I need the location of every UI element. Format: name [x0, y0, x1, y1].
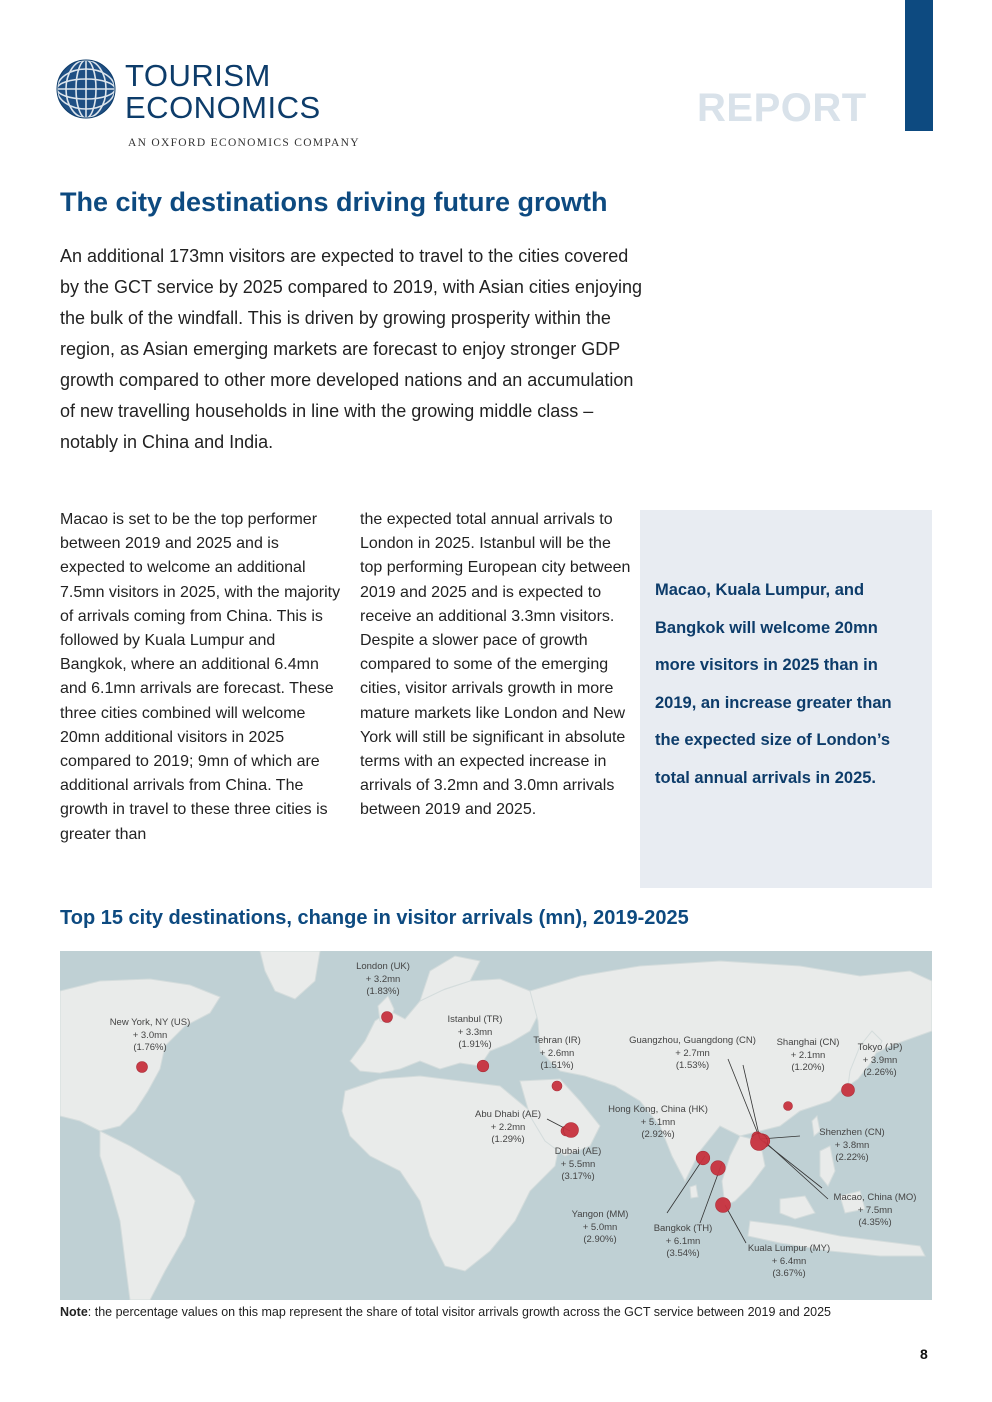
- logo-text-economics: ECONOMICS: [125, 90, 321, 125]
- intro-paragraph: An additional 173mn visitors are expected to travel to the cities covered by the GCT service by 2025 compared to 2019, with Asian cities enjoying the bulk of the windfall. This is driven by growing prosperity within the region, as Asian emerging markets are forecast to enjoy stronger GDP growth compared to other more developed nations and an accumulation of new travelling households in line with the growing middle class – notably in China and India.: [60, 246, 642, 452]
- header-accent-bar: [905, 0, 933, 131]
- marker-dubai: [564, 1123, 579, 1138]
- globe-icon: [55, 58, 117, 120]
- city-label-macao: Macao, China (MO) + 7.5mn (4.35%): [833, 1192, 917, 1228]
- city-label-new-york: New York, NY (US) + 3.0mn (1.76%): [109, 1017, 191, 1053]
- marker-istanbul: [477, 1060, 489, 1072]
- city-label-london: London (UK) + 3.2mn (1.83%): [356, 961, 410, 997]
- city-label-istanbul: Istanbul (TR) + 3.3mn (1.91%): [447, 1014, 503, 1050]
- tourism-economics-logo: [55, 58, 415, 158]
- city-label-yangon: Yangon (MM) + 5.0mn (2.90%): [571, 1209, 629, 1245]
- body-column-1: Macao is set to be the top performer between 2019 and 2025 and is expected to welcome an additional 7.5mn visitors in 2025, with the majority of arrivals coming from China. This is followed by Kuala Lumpur and Bangkok, where an additional 6.4mn and 6.1mn arrivals are forecast. These three cities combined will welcome 20mn additional visitors in 2025 compared to 2019; 9mn of which are additional arrivals from China. The growth in travel to these three cities is greater than: [60, 511, 341, 843]
- logo-text-tourism: TOURISM: [125, 58, 271, 93]
- city-label-kuala-lumpur: Kuala Lumpur (MY) + 6.4mn (3.67%): [747, 1243, 831, 1279]
- city-label-tehran: Tehran (IR) + 2.6mn (1.51%): [533, 1035, 581, 1071]
- logo-subtitle: AN OXFORD ECONOMICS COMPANY: [128, 137, 360, 149]
- marker-macao: [751, 1134, 768, 1151]
- marker-london: [382, 1012, 393, 1023]
- city-label-hong-kong: Hong Kong, China (HK) + 5.1mn (2.92%): [608, 1104, 708, 1140]
- callout-text: Macao, Kuala Lumpur, and Bangkok will welcome 20mn more visitors in 2025 than in 2019, an increase greater than the expected size of London’s total annual arrivals in 2025.: [655, 581, 892, 787]
- marker-shanghai: [784, 1102, 793, 1111]
- city-label-abu-dhabi: Abu Dhabi (AE) + 2.2mn (1.29%): [474, 1109, 541, 1145]
- page-number: 8: [920, 1346, 928, 1362]
- note-label: Note: [60, 1305, 88, 1319]
- marker-yangon: [696, 1151, 710, 1165]
- city-label-bangkok: Bangkok (TH) + 6.1mn (3.54%): [653, 1223, 713, 1259]
- city-label-shenzhen: Shenzhen (CN) + 3.8mn (2.22%): [819, 1127, 885, 1163]
- marker-tehran: [552, 1081, 562, 1091]
- map-note: [60, 1304, 930, 1321]
- city-label-dubai: Dubai (AE) + 5.5mn (3.17%): [554, 1146, 602, 1182]
- note-text: : the percentage values on this map represent the share of total visitor arrivals growth across the GCT service between 2019 and 2025: [87, 1305, 832, 1319]
- map-title: Top 15 city destinations, change in visitor arrivals (mn), 2019-2025: [60, 907, 689, 929]
- marker-tokyo: [842, 1084, 855, 1097]
- marker-kuala-lumpur: [716, 1198, 731, 1213]
- marker-new-york: [137, 1062, 148, 1073]
- city-label-guangzhou: Guangzhou, Guangdong (CN) + 2.7mn (1.53%): [629, 1035, 756, 1071]
- city-label-tokyo: Tokyo (JP) + 3.9mn (2.26%): [857, 1042, 903, 1078]
- page-title: The city destinations driving future growth: [60, 187, 608, 217]
- report-label: REPORT: [697, 86, 867, 130]
- marker-bangkok: [711, 1161, 726, 1176]
- world-map: [60, 951, 932, 1300]
- city-label-shanghai: Shanghai (CN) + 2.1mn (1.20%): [776, 1037, 840, 1073]
- callout-box: [640, 510, 932, 888]
- body-column-2: the expected total annual arrivals to London in 2025. Istanbul will be the top performing European city between 2019 and 2025 and is expected to receive an additional 3.3mn visitors. Despite a slower pace of growth compared to some of the emerging cities, visitor arrivals growth in more mature markets like London and New York will still be significant in absolute terms with an expected increase in arrivals of 3.2mn and 3.0mn arrivals between 2019 and 2025.: [360, 511, 631, 819]
